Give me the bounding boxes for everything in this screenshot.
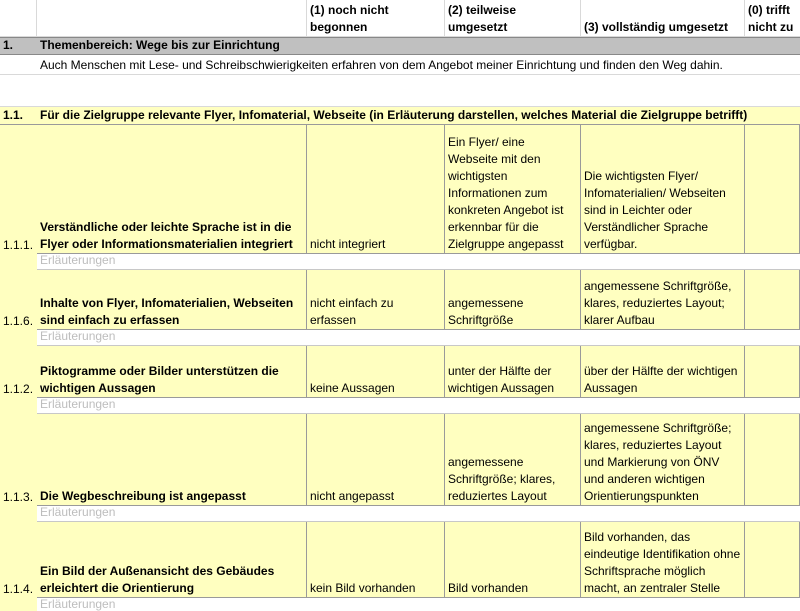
criterion-row [0,346,800,398]
level0-cell[interactable] [745,522,800,598]
section-description-row [0,55,800,75]
criterion-row [0,270,800,330]
level3-text[interactable]: über der Hälfte der wichtigen Aussagen [581,346,745,398]
criterion-text[interactable]: Inhalte von Flyer, Infomaterialien, Webseiten sind einfach zu erfassen [37,270,307,330]
level1-text[interactable]: nicht angepasst [307,414,445,506]
header-level3[interactable]: (3) vollständig umgesetzt [581,0,745,36]
section-number[interactable]: 1. [3,38,14,52]
header-cell-a[interactable] [0,0,37,36]
explanation-label[interactable]: Erläuterungen [37,506,800,522]
criterion-row [0,414,800,506]
header-level0[interactable]: (0) trifft nicht zu [748,3,794,34]
subsection-row [0,107,800,125]
blank-row [0,75,800,107]
header-level1[interactable]: (1) noch nicht begonnen [307,0,445,36]
level0-cell[interactable] [745,270,800,330]
level1-text[interactable]: nicht integriert [307,125,445,254]
explanation-label[interactable]: Erläuterungen [37,254,800,270]
level1-text[interactable]: keine Aussagen [307,346,445,398]
level2-text[interactable]: Bild vorhanden [445,522,581,598]
level0-cell[interactable] [745,125,800,254]
level2-text[interactable]: angemessene Schriftgröße; klares, reduziertes Layout [445,414,581,506]
explanation-row [0,330,800,346]
level2-text[interactable]: Ein Flyer/ eine Webseite mit den wichtigsten Informationen zum konkreten Angebot ist erkennbar für die Zielgruppe angepasst [445,125,581,254]
criterion-text[interactable]: Ein Bild der Außenansicht des Gebäudes erleichtert die Orientierung [37,522,307,598]
level3-text[interactable]: angemessene Schriftgröße; klares, reduziertes Layout und Markierung von ÖNV und anderen wichtigen Orientierungspunkten [581,414,745,506]
explanation-row [0,398,800,414]
level1-text[interactable]: kein Bild vorhanden [307,522,445,598]
explanation-row [0,254,800,270]
explanation-row [0,598,800,611]
section-row [0,37,800,55]
level0-cell[interactable] [745,414,800,506]
explanation-spacer [0,506,37,522]
level2-text[interactable]: angemessene Schriftgröße [445,270,581,330]
explanation-row [0,506,800,522]
criterion-number[interactable]: 1.1.3. [3,490,34,504]
explanation-spacer [0,330,37,346]
criterion-text[interactable]: Piktogramme oder Bilder unterstützen die wichtigen Aussagen [37,346,307,398]
explanation-spacer [0,254,37,270]
criterion-text[interactable]: Die Wegbeschreibung ist angepasst [37,414,307,506]
header-level2[interactable]: (2) teilweise umgesetzt [445,0,581,36]
criterion-number[interactable]: 1.1.1. [3,238,34,252]
explanation-spacer [0,598,37,611]
level3-text[interactable]: angemessene Schriftgröße, klares, reduziertes Layout; klarer Aufbau [581,270,745,330]
explanation-label[interactable]: Erläuterungen [37,398,800,414]
section-title[interactable]: Themenbereich: Wege bis zur Einrichtung [40,38,280,52]
column-header-row [0,0,800,37]
level3-text[interactable]: Bild vorhanden, das eindeutige Identifikation ohne Schriftsprache möglich macht, an zentraler Stelle [581,522,745,598]
criterion-number[interactable]: 1.1.2. [3,382,34,396]
subsection-title[interactable]: Für die Zielgruppe relevante Flyer, Infomaterial, Webseite (in Erläuterung darstellen, welches Material die Zielgruppe betrifft) [40,108,748,122]
criterion-row [0,522,800,598]
explanation-label[interactable]: Erläuterungen [37,330,800,346]
header-cell-b[interactable] [37,0,307,36]
section-description[interactable]: Auch Menschen mit Lese- und Schreibschwierigkeiten erfahren von dem Angebot meiner Einrichtung und finden den Weg dahin. [40,58,723,72]
explanation-label[interactable]: Erläuterungen [40,598,116,611]
level1-text[interactable]: nicht einfach zu erfassen [307,270,445,330]
level2-text[interactable]: unter der Hälfte der wichtigen Aussagen [445,346,581,398]
level0-cell[interactable] [745,346,800,398]
subsection-number[interactable]: 1.1. [3,108,24,122]
criterion-row [0,125,800,254]
criterion-number[interactable]: 1.1.6. [3,314,34,328]
level3-text[interactable]: Die wichtigsten Flyer/ Infomaterialien/ Webseiten sind in Leichter oder Verständlicher Sprache verfügbar. [581,125,745,254]
criterion-number[interactable]: 1.1.4. [3,582,34,596]
criterion-text[interactable]: Verständliche oder leichte Sprache ist in die Flyer oder Informationsmaterialien integriert [37,125,307,254]
explanation-spacer [0,398,37,414]
